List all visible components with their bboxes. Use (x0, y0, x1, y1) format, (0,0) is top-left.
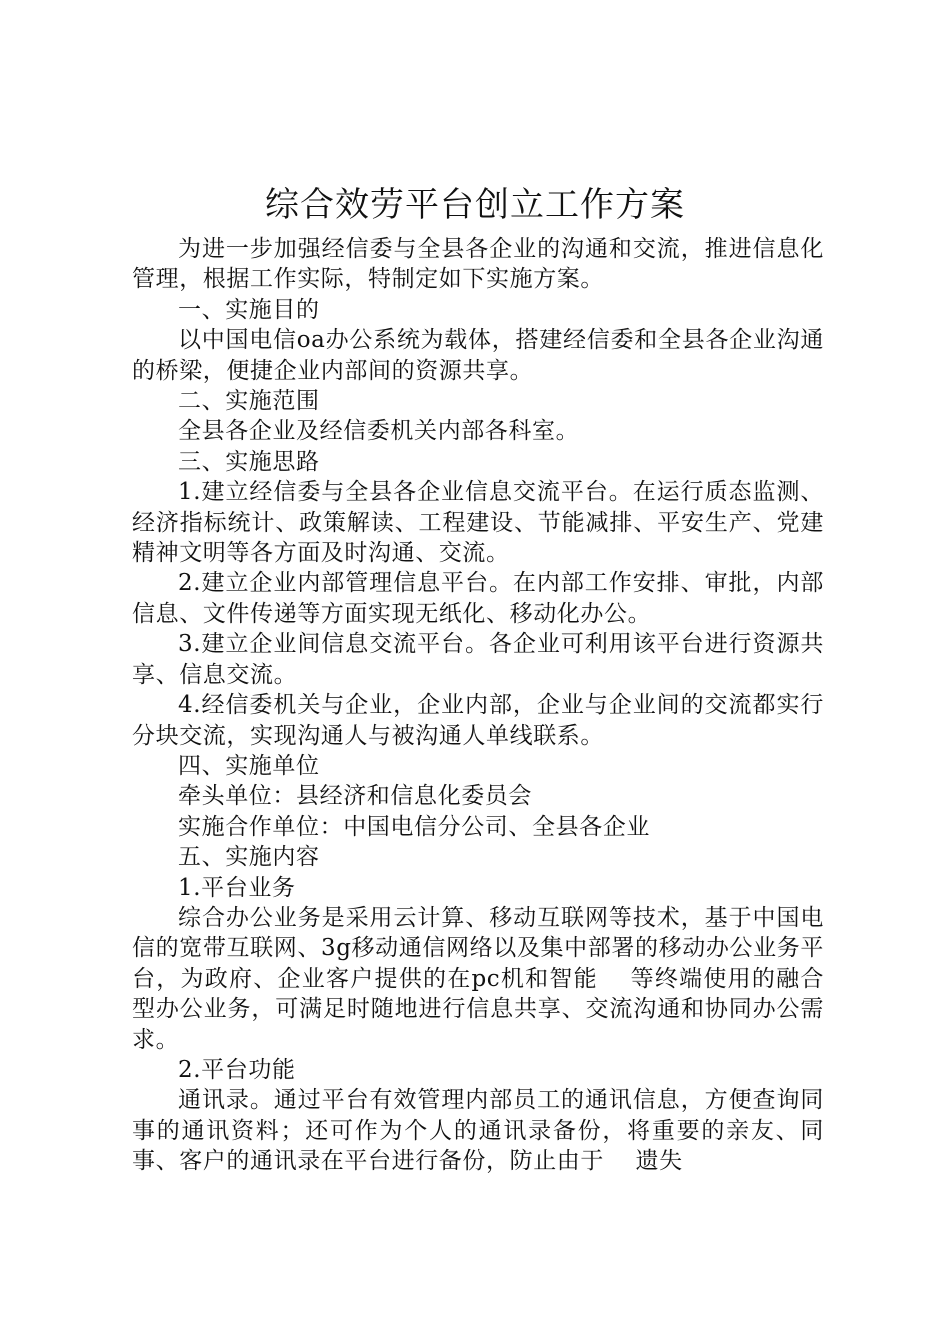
subheading-platform-business: 1.平台业务 (178, 874, 296, 901)
document-body (132, 234, 824, 1177)
paragraph-approach-4: 4.经信委机关与企业，企业内部，企业与企业间的交流都实行分块交流，实现沟通人与被沟通人单线联系。 (132, 692, 824, 749)
document-title: 综合效劳平台创立工作方案 (265, 185, 685, 225)
paragraph-approach-2: 2.建立企业内部管理信息平台。在内部工作安排、审批，内部信息、文件传递等方面实现无纸化、移动化办公。 (132, 570, 824, 627)
paragraph-lead-unit: 牵头单位：县经济和信息化委员会 (178, 783, 532, 810)
section-heading-content: 五、实施内容 (178, 844, 320, 871)
paragraph-partner-units: 实施合作单位：中国电信分公司、全县各企业 (178, 813, 650, 840)
paragraph-address-book: 通讯录。通过平台有效管理内部员工的通讯信息，方便查询同事的通讯资料；还可作为个人的通讯录备份，将重要的亲友、同事、客户的通讯录在平台进行备份，防止由于 遗失 (132, 1087, 824, 1175)
paragraph-purpose: 以中国电信oa办公系统为载体，搭建经信委和全县各企业沟通的桥梁，便捷企业内部间的资源共享。 (132, 327, 824, 384)
subheading-platform-functions: 2.平台功能 (178, 1056, 296, 1083)
paragraph-scope: 全县各企业及经信委机关内部各科室。 (178, 418, 580, 445)
paragraph-approach-3: 3.建立企业间信息交流平台。各企业可利用该平台进行资源共享、信息交流。 (132, 631, 824, 688)
paragraph-intro: 为进一步加强经信委与全县各企业的沟通和交流，推进信息化管理，根据工作实际，特制定如下实施方案。 (132, 236, 824, 293)
section-heading-approach: 三、实施思路 (178, 448, 320, 475)
paragraph-platform-business: 综合办公业务是采用云计算、移动互联网等技术，基于中国电信的宽带互联网、3g移动通信网络以及集中部署的移动办公业务平台，为政府、企业客户提供的在pc机和智能 等终端使用的融合型办公业务，可满足时随地进行信息共享、交流沟通和协同办公需求。 (132, 904, 824, 1053)
section-heading-purpose: 一、实施目的 (178, 296, 320, 323)
section-heading-scope: 二、实施范围 (178, 388, 320, 415)
section-heading-units: 四、实施单位 (178, 752, 320, 779)
paragraph-approach-1: 1.建立经信委与全县各企业信息交流平台。在运行质态监测、经济指标统计、政策解读、工程建设、节能减排、平安生产、党建精神文明等各方面及时沟通、交流。 (132, 479, 824, 567)
